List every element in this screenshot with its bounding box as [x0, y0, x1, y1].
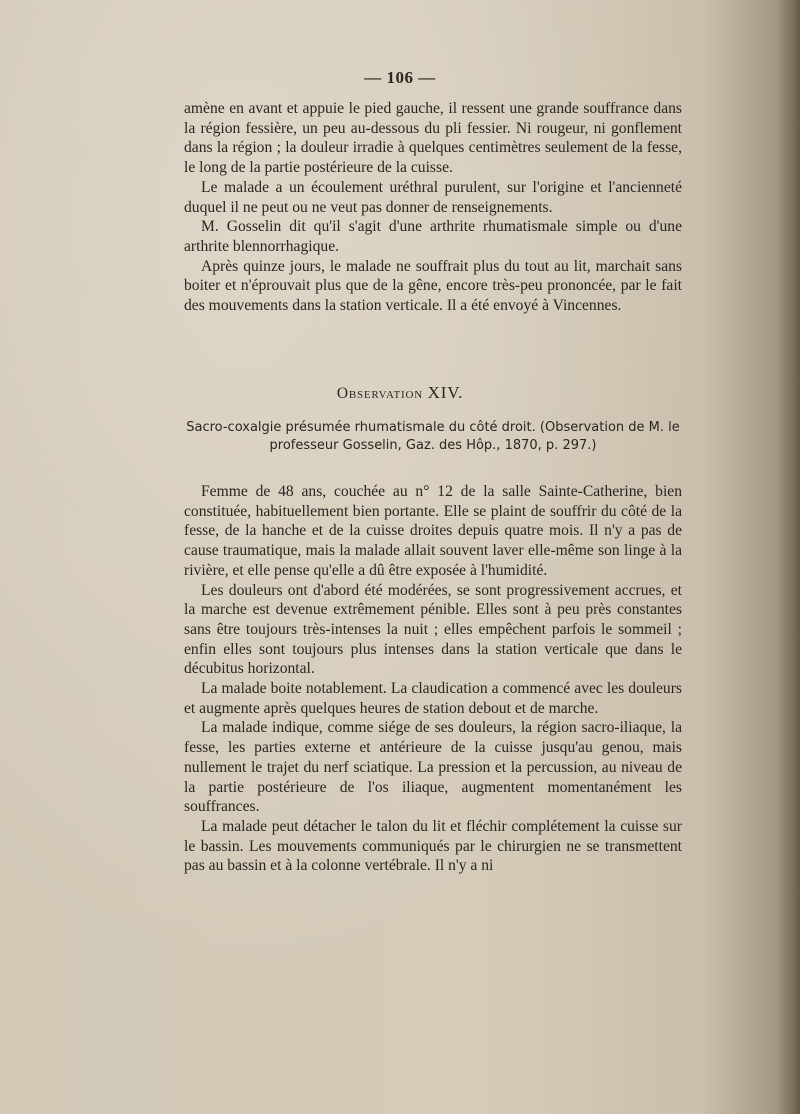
- paragraph: La malade boite notablement. La claudication a commencé avec les douleurs et augmente après quelques heures de station debout et de marche.: [184, 680, 682, 717]
- observation-body: [184, 482, 682, 876]
- paragraph: Les douleurs ont d'abord été modérées, se sont progressivement accrues, et la marche est devenue extrêmement pénible. Elles sont à peu près constantes sans être toujours très-intenses la nuit ; elles empêchent parfois le sommeil ; enfin elles sont toujours plus intenses dans la station verticale que dans le décubitus horizontal.: [184, 581, 682, 678]
- observation-subtitle: Sacro-coxalgie présumée rhumatismale du côté droit. (Observation de M. le professeur Gosselin, Gaz. des Hôp., 1870, p. 297.): [186, 420, 680, 453]
- paragraph: Après quinze jours, le malade ne souffrait plus du tout au lit, marchait sans boiter et n'éprouvait plus que de la gêne, encore très-peu prononcée, par le fait des mouvements dans la station verticale. Il a été envoyé à Vincennes.: [184, 257, 682, 315]
- paragraph: Femme de 48 ans, couchée au n° 12 de la salle Sainte-Catherine, bien constituée, habituellement bien portante. Elle se plaint de souffrir du côté de la fesse, de la hanche et de la cuisse droites depuis quatre mois. Il n'y a pas de cause traumatique, mais la malade allait souvent laver elle-même son linge à la rivière, et elle pense qu'elle a dû être exposée à l'humidité.: [184, 483, 682, 579]
- observation-heading-label: Observation: [336, 385, 423, 402]
- paragraph: La malade indique, comme siége de ses douleurs, la région sacro-iliaque, la fesse, les parties externe et antérieure de la cuisse jusqu'au genou, mais nullement le trajet du nerf sciatique. La pression et la percussion, au niveau de la partie postérieure de l'os iliaque, augmentent momentanément les souffrances.: [184, 719, 682, 816]
- page-number: — 106 —: [364, 68, 436, 87]
- page-edge-shadow: [778, 0, 800, 1114]
- paragraph: La malade peut détacher le talon du lit et fléchir complétement la cuisse sur le bassin. Les mouvements communiqués par le chirurgien ne se transmettent pas au bassin et à la colonne vertébrale. Il n'y a ni: [184, 817, 682, 875]
- observation-number: XIV.: [427, 383, 464, 402]
- continuation-text: [184, 99, 682, 316]
- observation-heading: [0, 383, 800, 403]
- paragraph: amène en avant et appuie le pied gauche, il ressent une grande souffrance dans la région fessière, un peu au-dessous du pli fessier. Ni rougeur, ni gonflement dans la région ; la douleur irradie à quelques centimètres seulement de la fesse, le long de la partie postérieure de la cuisse.: [184, 100, 682, 177]
- paragraph: Le malade a un écoulement uréthral purulent, sur l'origine et l'ancienneté duquel il ne peut ou ne veut pas donner de renseignements.: [184, 178, 682, 216]
- paragraph: M. Gosselin dit qu'il s'agit d'une arthrite rhumatismale simple ou d'une arthrite blennorrhagique.: [184, 218, 682, 255]
